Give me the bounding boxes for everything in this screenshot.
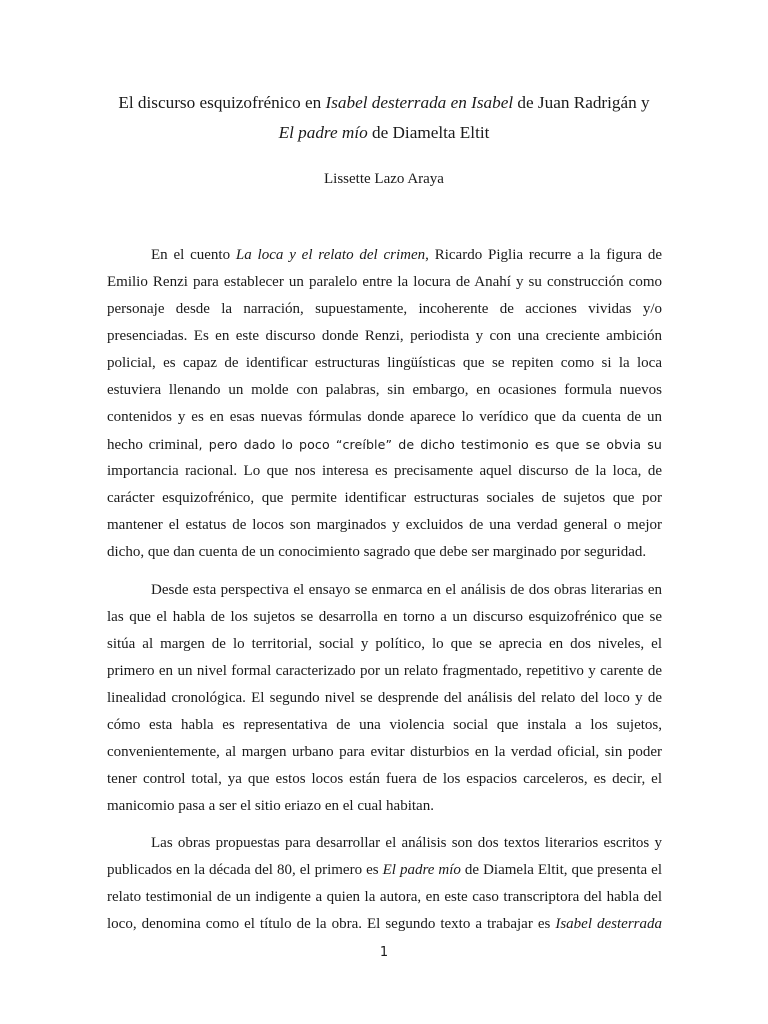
paragraph-line: contenidos y es en esas nuevas fórmulas donde aparece lo verídico que da cuenta de un [107,409,662,425]
work-title: Isabel desterrada [555,916,663,932]
paragraph-line: linealidad cronológica. El segundo nivel se desprende del análisis del relato del loco y de [107,690,662,706]
paragraph-line: primero en un nivel formal caracterizado por un relato fragmentado, repetitivo y carente de [107,663,662,679]
author-name: Lissette Lazo Araya [324,171,444,187]
document-title-line-1 [0,88,768,118]
paragraph-line [107,431,662,458]
paragraph-line: Las obras propuestas para desarrollar el análisis son dos textos literarios escritos y [151,835,662,851]
document-title-line-2 [0,118,768,148]
paragraph-line: dicho, que dan cuenta de un conocimiento sagrado que debe ser marginado por seguridad. [107,544,647,560]
paragraph-line: estuviera llenando un molde con palabras, sin embargo, en ocasiones formula nuevos [107,382,662,398]
title-text: de Juan Radrigán y [513,93,650,112]
paragraph-line: carácter esquizofrénico, que permite identificar estructuras sociales de sujetos que por [107,490,662,506]
text-run: En el cuento [151,247,236,263]
paragraph-line: tener control total, ya que estos locos están fuera de los espacios carceleros, es decir, el [107,771,662,787]
paragraph-line [107,857,662,884]
work-title: El padre mío [382,862,461,878]
paragraph-line [107,911,662,938]
paragraph-line: personaje desde la narración, supuestamente, incoherente de acciones vividas y/o [107,301,662,317]
paragraph-line: las que el habla de los sujetos se desarrolla en torno a un discurso esquizofrénico que se [107,609,662,625]
title-text: de Diamelta Eltit [367,123,490,142]
paragraph-line: importancia racional. Lo que nos interesa es precisamente aquel discurso de la loca, de [107,463,662,479]
title-work-name: El padre mío [278,123,368,142]
paragraph-line: convenientemente, al margen urbano para evitar disturbios en la verdad oficial, sin poder [107,744,662,760]
paragraph-line: cómo esta habla es representativa de una violencia social que instala a los sujetos, [107,717,662,733]
paragraph-line: Desde esta perspectiva el ensayo se enmarca en el análisis de dos obras literarias en [151,582,662,598]
text-run: de Diamela Eltit, que presenta el [460,862,662,878]
paragraph-line: manicomio pasa a ser el sitio eriazo en el cual habitan. [107,798,434,814]
title-work-name: Isabel desterrada en Isabel [325,93,514,112]
page-number: 1 [379,945,389,960]
paragraph-line: policial, es capaz de identificar estructuras lingüísticas que se repiten como si la loca [107,355,662,371]
paragraph-line: presenciadas. Es en este discurso donde Renzi, periodista y con una creciente ambición [107,328,662,344]
paragraph-line: relato testimonial de un indigente a quien la autora, en este caso transcriptora del habla del [107,889,662,905]
title-text: El discurso esquizofrénico en [118,93,326,112]
text-run: loco, denomina como el título de la obra. El segundo texto a trabajar es [107,916,556,932]
text-run: publicados en la década del 80, el primero es [107,862,383,878]
paragraph-line: Emilio Renzi para establecer un paralelo entre la locura de Anahí y su construcción como [107,274,662,290]
text-run: , Ricardo Piglia recurre a la figura de [425,247,662,263]
text-run-sans: , pero dado lo poco “creíble” de dicho testimonio es que se obvia su [198,437,662,452]
paragraph-line [107,242,662,269]
paragraph-line: mantener el estatus de locos son marginados y excluidos de una verdad general o mejor [107,517,662,533]
paragraph-2 [107,577,662,820]
paragraph-3 [107,830,662,938]
text-run: hecho criminal [107,437,199,453]
paragraph-1 [107,242,662,566]
work-title: La loca y el relato del crimen [235,247,426,263]
paragraph-line: sitúa al margen de lo territorial, social y político, lo que se aprecia en dos niveles, el [107,636,662,652]
